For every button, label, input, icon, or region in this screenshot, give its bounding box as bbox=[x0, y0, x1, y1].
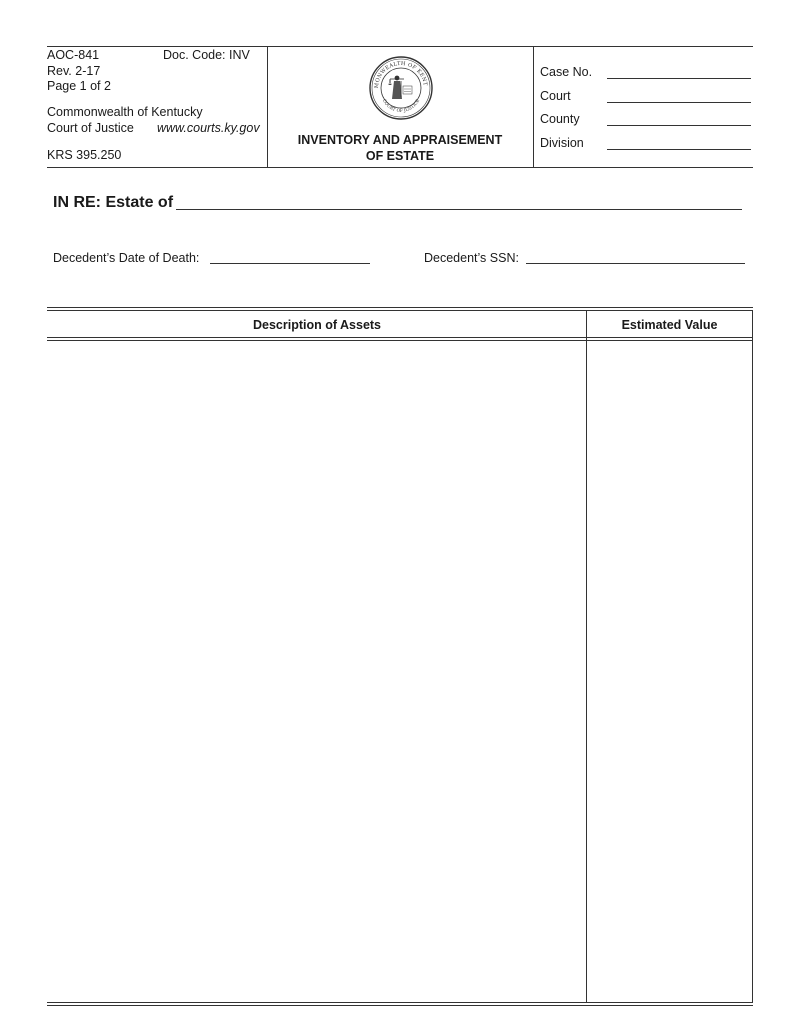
table-top-rule-2 bbox=[47, 310, 753, 311]
court-label: Court bbox=[540, 89, 571, 103]
value-column-header: Estimated Value bbox=[621, 318, 718, 332]
date-of-death-field[interactable] bbox=[210, 251, 370, 264]
form-title-line-2: OF ESTATE bbox=[365, 149, 435, 163]
table-header-rule-2 bbox=[47, 340, 753, 341]
ssn-field[interactable] bbox=[526, 251, 745, 264]
case-number-label: Case No. bbox=[540, 65, 593, 79]
header-bottom-rule bbox=[47, 167, 753, 168]
svg-text:COURT OF JUSTICE bbox=[381, 99, 421, 115]
table-bottom-rule-2 bbox=[47, 1005, 753, 1006]
description-of-assets-area[interactable] bbox=[48, 342, 585, 1002]
table-column-divider bbox=[586, 310, 587, 1003]
date-of-death-label: Decedent’s Date of Death: bbox=[53, 251, 200, 265]
seal-bottom-text: COURT OF JUSTICE bbox=[380, 98, 422, 115]
estimated-value-area[interactable] bbox=[588, 342, 751, 1002]
revision: Rev. 2-17 bbox=[47, 64, 101, 78]
court-field[interactable] bbox=[607, 90, 751, 103]
estate-name-field[interactable] bbox=[176, 196, 742, 210]
county-field[interactable] bbox=[607, 113, 751, 126]
estate-label: IN RE: Estate of bbox=[53, 194, 174, 211]
case-number-field[interactable] bbox=[607, 66, 751, 79]
county-label: County bbox=[540, 112, 580, 126]
statute: KRS 395.250 bbox=[47, 148, 122, 162]
form-title-line-1: INVENTORY AND APPRAISEMENT bbox=[297, 133, 503, 147]
description-column-header: Description of Assets bbox=[252, 318, 382, 332]
page-indicator: Page 1 of 2 bbox=[47, 79, 111, 93]
header-top-rule bbox=[47, 46, 753, 47]
court-website-link[interactable]: www.courts.ky.gov bbox=[157, 121, 260, 135]
kentucky-seal-icon bbox=[368, 55, 434, 121]
header-divider-right bbox=[533, 46, 534, 167]
state-name: Commonwealth of Kentucky bbox=[47, 105, 203, 119]
court-name: Court of Justice bbox=[47, 121, 134, 135]
form-number: AOC-841 bbox=[47, 48, 100, 62]
seal-top-text: MONWEALTH OF KENT bbox=[373, 60, 428, 89]
division-label: Division bbox=[540, 136, 584, 150]
division-field[interactable] bbox=[607, 137, 751, 150]
table-right-border bbox=[752, 310, 753, 1003]
table-bottom-rule-1 bbox=[47, 1002, 753, 1003]
table-top-rule-1 bbox=[47, 307, 753, 308]
table-header-rule-1 bbox=[47, 337, 753, 338]
ssn-label: Decedent’s SSN: bbox=[424, 251, 519, 265]
doc-code: Doc. Code: INV bbox=[163, 48, 250, 62]
